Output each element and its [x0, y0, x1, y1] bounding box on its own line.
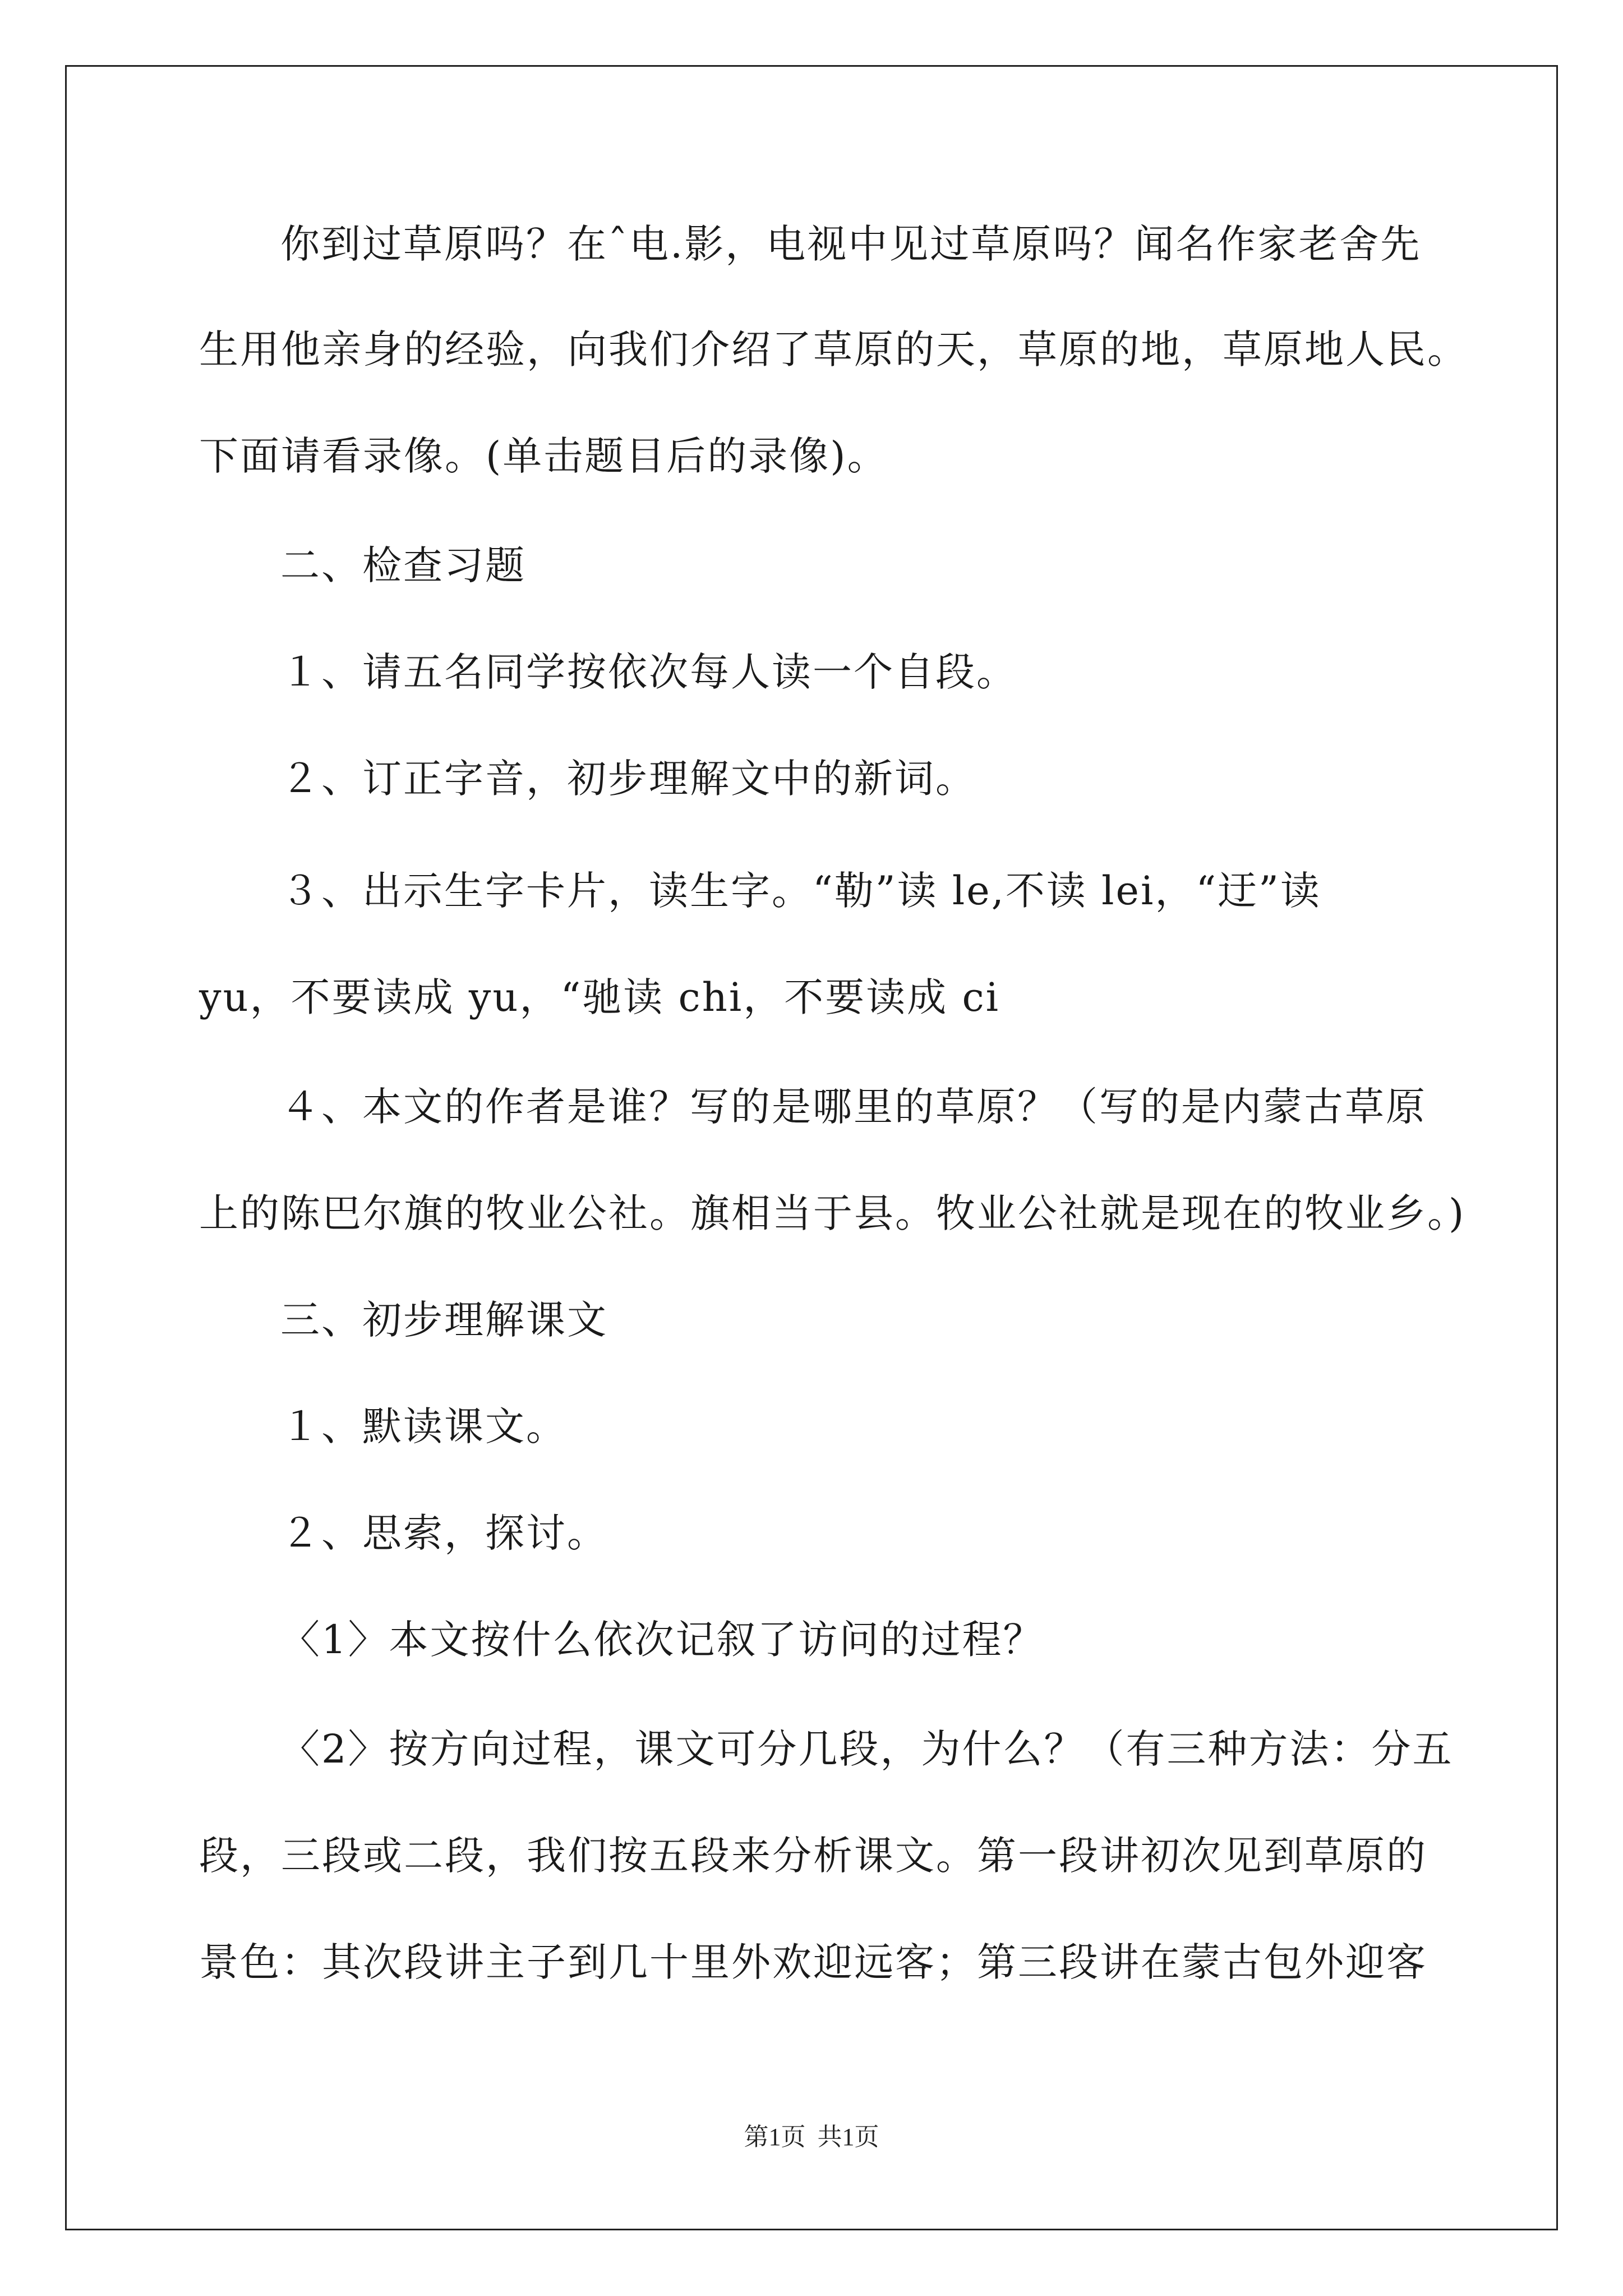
list-item: ４、本文的作者是谁？写的是哪里的草原？（写的是内蒙古草原: [280, 1084, 1427, 1130]
page-number-footer: 第1页 共1页: [744, 2123, 879, 2151]
paragraph-line: 景色：其次段讲主子到几十里外欢迎远客；第三段讲在蒙古包外迎客: [199, 1939, 1427, 1985]
paragraph-line: 下面请看录像。(单击题目后的录像)。: [199, 433, 888, 479]
section-heading: 三、初步理解课文: [280, 1297, 608, 1343]
paragraph-line: yu，不要读成 yu，“驰读 chi，不要读成 ci: [199, 974, 1000, 1020]
list-item: ２、订正字音，初步理解文中的新词。: [280, 756, 976, 802]
list-item: １、请五名同学按依次每人读一个自段。: [280, 649, 1017, 695]
list-item: 〈1〉本文按什么依次记叙了访问的过程？: [280, 1617, 1044, 1663]
list-item: ３、出示生字卡片，读生字。“勒”读 le,不读 lei，“迂”读: [280, 868, 1321, 914]
page-border: [65, 65, 1558, 2230]
paragraph-line: 你到过草原吗？在ˆ电.影，电视中见过草原吗？闻名作家老舍先: [280, 221, 1422, 267]
section-heading: 二、检查习题: [280, 542, 526, 588]
paragraph-line: 段，三段或二段，我们按五段来分析课文。第一段讲初次见到草原的: [199, 1833, 1427, 1879]
paragraph-line: 生用他亲身的经验，向我们介绍了草原的天，草原的地，草原地人民。: [199, 326, 1468, 372]
paragraph-line: 上的陈巴尔旗的牧业公社。旗相当于县。牧业公社就是现在的牧业乡。): [199, 1190, 1466, 1236]
list-item: 〈2〉按方向过程，课文可分几段，为什么？（有三种方法：分五: [280, 1726, 1454, 1772]
list-item: １、默读课文。: [280, 1404, 567, 1450]
list-item: ２、思索，探讨。: [280, 1510, 608, 1556]
